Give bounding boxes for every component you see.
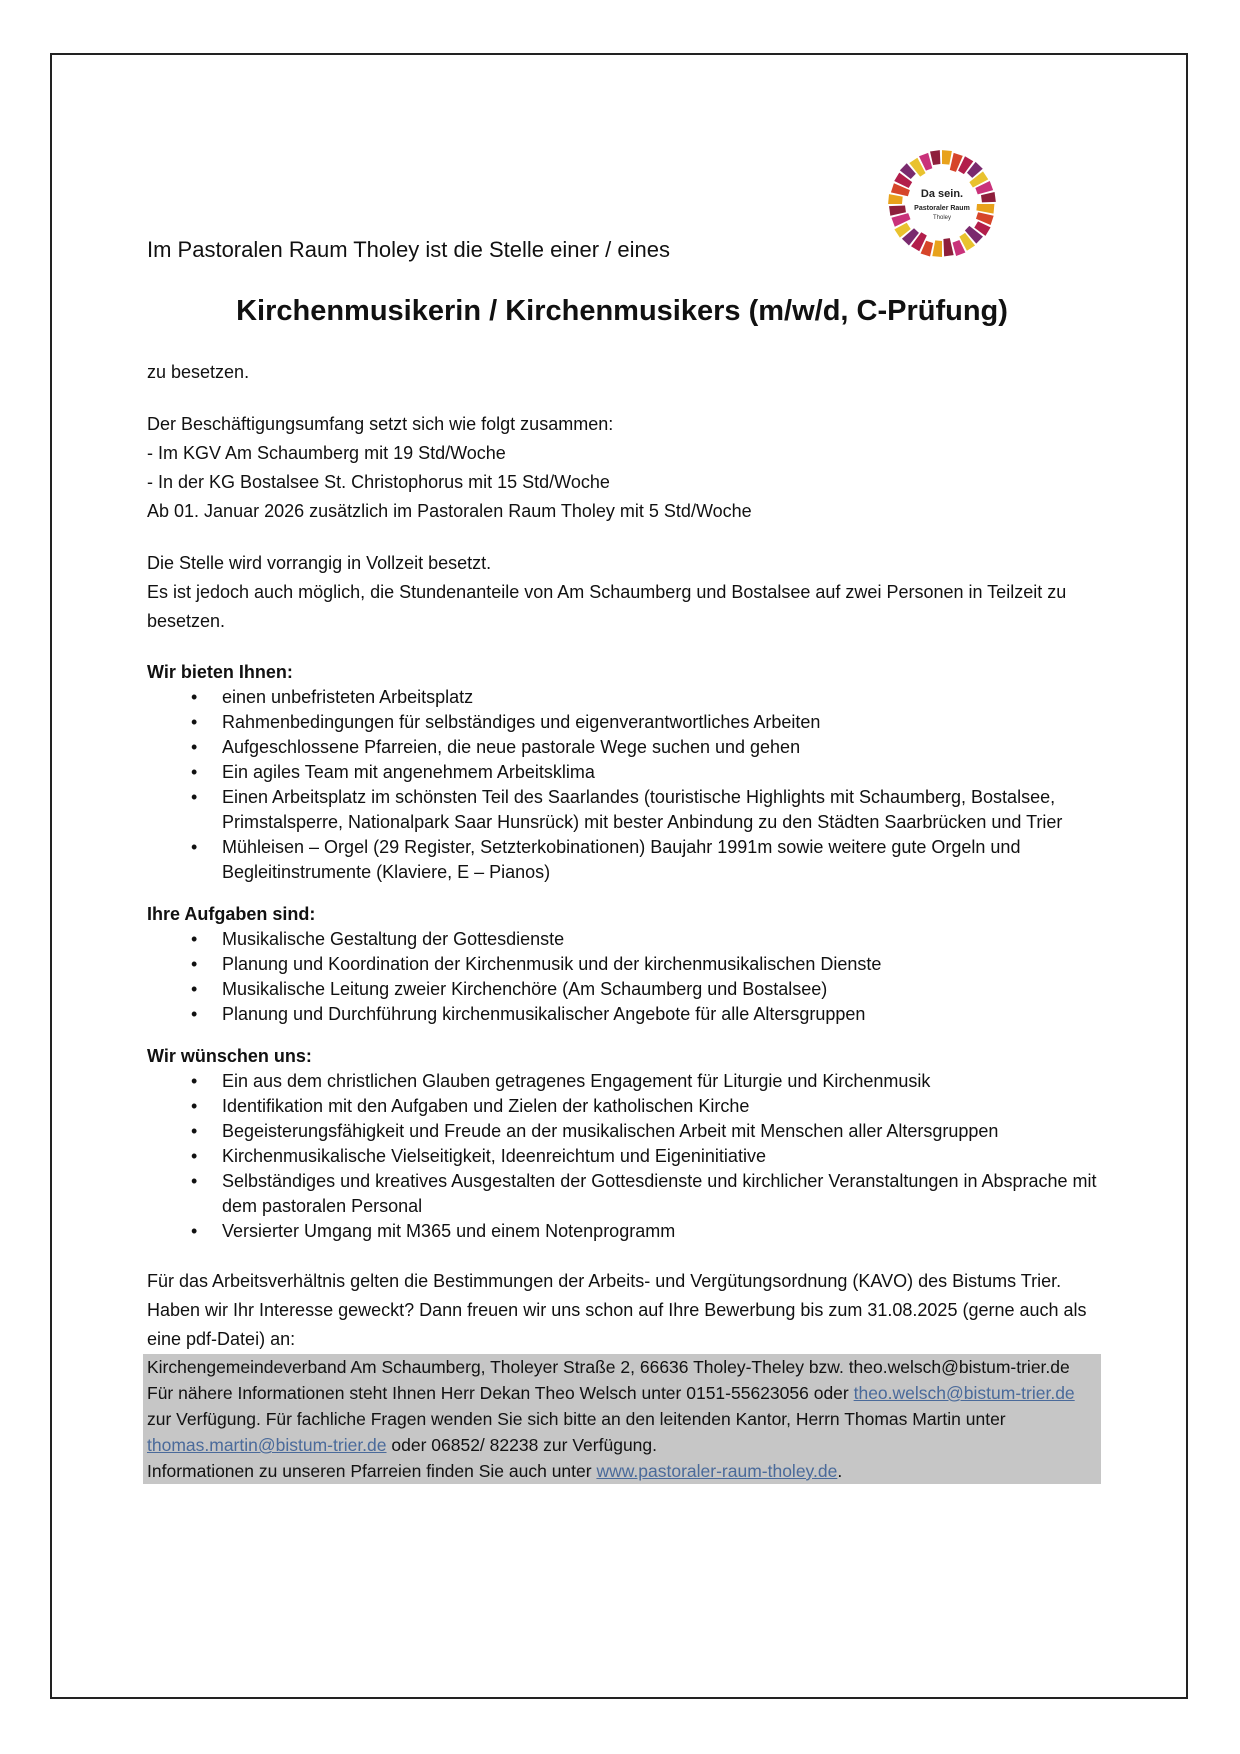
contact-info-text: zur Verfügung. Für fachliche Fragen wenden Sie sich bitte an den leitenden Kantor, Herrn Thomas Martin unter xyxy=(147,1409,1006,1429)
list-item: • Planung und Durchführung kirchenmusikalischer Angebote für alle Altersgruppen xyxy=(147,1002,1097,1027)
logo-ring-segment xyxy=(976,204,994,214)
to-fill-line: zu besetzen. xyxy=(147,362,250,382)
logo-line2: Pastoraler Raum xyxy=(914,205,970,212)
contact-info-text: oder 06852/ 82238 zur Verfügung. xyxy=(386,1435,658,1455)
scope-line: - In der KG Bostalsee St. Christophorus mit 15 Std/Woche xyxy=(147,472,610,492)
contact-web-text: . xyxy=(837,1461,843,1481)
tasks-list xyxy=(147,927,1097,1027)
list-item: • Mühleisen – Orgel (29 Register, Setzterkobinationen) Baujahr 1991m sowie weitere gute Orgeln und Begleitinstrumente (Klaviere, E – Pianos) xyxy=(147,835,1097,885)
theo-welsch-email-link[interactable]: theo.welsch@bistum-trier.de xyxy=(853,1383,1075,1403)
wishes-list xyxy=(147,1069,1097,1244)
list-item: • einen unbefristeten Arbeitsplatz xyxy=(147,685,1097,710)
pastoraler-raum-logo xyxy=(886,148,998,260)
tasks-heading: Ihre Aufgaben sind: xyxy=(147,904,316,924)
list-item: • Ein agiles Team mit angenehmem Arbeitsklima xyxy=(147,760,1097,785)
list-item: • Einen Arbeitsplatz im schönsten Teil des Saarlandes (touristische Highlights mit Schaumberg, Bostalsee, Primstalsperre, Nationalpark Saar Hunsrück) mit bester Anbindung zu den Städten Saarbrücken und Trier xyxy=(147,785,1097,835)
list-item: • Musikalische Leitung zweier Kirchenchöre (Am Schaumberg und Bostalsee) xyxy=(147,977,1097,1002)
website-link[interactable]: www.pastoraler-raum-tholey.de xyxy=(596,1461,838,1481)
contact-web-text: Informationen zu unseren Pfarreien finden Sie auch unter xyxy=(147,1461,597,1481)
list-item: • Aufgeschlossene Pfarreien, die neue pastorale Wege suchen und gehen xyxy=(147,735,1097,760)
list-item: • Versierter Umgang mit M365 und einem Notenprogramm xyxy=(147,1219,1097,1244)
list-item: • Identifikation mit den Aufgaben und Zielen der katholischen Kirche xyxy=(147,1094,1097,1119)
logo-ring-segment xyxy=(889,205,906,215)
offer-heading: Wir bieten Ihnen: xyxy=(147,662,293,682)
logo-ring-segment xyxy=(981,192,996,202)
thomas-martin-email-link[interactable]: thomas.martin@bistum-trier.de xyxy=(147,1435,387,1455)
parttime-line: Es ist jedoch auch möglich, die Stundenanteile von Am Schaumberg und Bostalsee auf zwei Personen in Teilzeit zu besetzen. xyxy=(147,582,1067,631)
wishes-heading: Wir wünschen uns: xyxy=(147,1046,312,1066)
logo-ring-segment xyxy=(930,150,940,165)
scope-lead: Der Beschäftigungsumfang setzt sich wie folgt zusammen: xyxy=(147,414,614,434)
logo-ring-segment xyxy=(943,238,953,256)
job-title: Kirchenmusikerin / Kirchenmusikers (m/w/d, C-Prüfung) xyxy=(236,295,1008,327)
contact-box xyxy=(143,1354,1101,1484)
scope-line: Ab 01. Januar 2026 zusätzlich im Pastoralen Raum Tholey mit 5 Std/Woche xyxy=(147,501,752,521)
list-item: • Begeisterungsfähigkeit und Freude an der musikalischen Arbeit mit Menschen aller Altersgruppen xyxy=(147,1119,1097,1144)
list-item: • Selbständiges und kreatives Ausgestalten der Gottesdienste und kirchlicher Veranstaltungen in Absprache mit dem pastoralen Personal xyxy=(147,1169,1097,1219)
contact-info xyxy=(147,1380,1097,1458)
logo-line3: Tholey xyxy=(932,215,952,221)
intro-line: Im Pastoralen Raum Tholey ist die Stelle einer / eines xyxy=(147,237,670,262)
logo-ring-segment xyxy=(932,240,942,257)
list-item: • Ein aus dem christlichen Glauben getragenes Engagement für Liturgie und Kirchenmusik xyxy=(147,1069,1097,1094)
document-body xyxy=(147,358,1097,1484)
offer-list xyxy=(147,685,1097,885)
list-item: • Planung und Koordination der Kirchenmusik und der kirchenmusikalischen Dienste xyxy=(147,952,1097,977)
contact-web xyxy=(147,1458,1097,1484)
list-item: • Musikalische Gestaltung der Gottesdienste xyxy=(147,927,1097,952)
logo-line1: Da sein. xyxy=(920,188,964,200)
scope-line: - Im KGV Am Schaumberg mit 19 Std/Woche xyxy=(147,443,506,463)
list-item: • Rahmenbedingungen für selbständiges und eigenverantwortliches Arbeiten xyxy=(147,710,1097,735)
contact-info-text: Für nähere Informationen steht Ihnen Herr Dekan Theo Welsch unter 0151-55623056 oder xyxy=(147,1383,854,1403)
logo-ring-segment xyxy=(942,150,952,165)
terms-paragraph: Für das Arbeitsverhältnis gelten die Bestimmungen der Arbeits- und Vergütungsordnung (KAVO) des Bistums Trier. xyxy=(147,1271,1062,1291)
logo-ring-segment xyxy=(888,194,903,204)
apply-paragraph: Haben wir Ihr Interesse geweckt? Dann freuen wir uns schon auf Ihre Bewerbung bis zum 31.08.2025 (gerne auch als eine pdf-Datei) an: xyxy=(147,1300,1087,1349)
fulltime-line: Die Stelle wird vorrangig in Vollzeit besetzt. xyxy=(147,553,492,573)
contact-address: Kirchengemeindeverband Am Schaumberg, Tholeyer Straße 2, 66636 Tholey-Theley bzw. theo.welsch@bistum-trier.de xyxy=(147,1357,1070,1377)
list-item: • Kirchenmusikalische Vielseitigkeit, Ideenreichtum und Eigeninitiative xyxy=(147,1144,1097,1169)
